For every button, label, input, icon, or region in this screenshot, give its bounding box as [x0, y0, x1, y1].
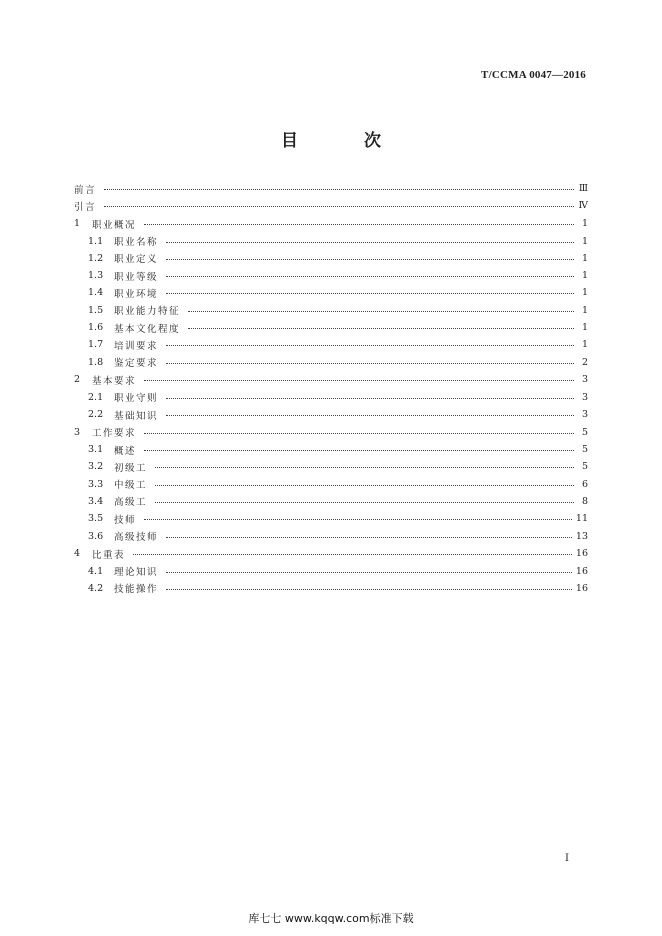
toc-entry-title: 技师 — [114, 514, 137, 526]
toc-entry-number: 3.4 — [88, 495, 104, 507]
toc-entry-number: 3 — [74, 426, 81, 438]
toc-dot-leader — [104, 206, 574, 207]
toc-entry-title: 比重表 — [92, 549, 126, 561]
toc-entry-page: 1 — [581, 252, 588, 264]
toc-entry-number: 4.2 — [88, 582, 104, 594]
toc-entry-number: 4.1 — [88, 565, 104, 577]
toc-entry-title: 鉴定要求 — [114, 358, 159, 370]
toc-entry-page: 3 — [581, 391, 588, 403]
page-title: 目 次 — [281, 131, 411, 151]
toc-entry-title: 基本要求 — [92, 375, 137, 387]
toc-dot-leader — [144, 433, 574, 434]
toc-entry[interactable] — [74, 284, 588, 301]
toc-dot-leader — [133, 554, 572, 555]
toc-entry-title: 职业能力特征 — [114, 306, 181, 318]
toc-entry[interactable] — [74, 441, 588, 458]
toc-entry-page: 1 — [581, 270, 588, 282]
toc-dot-leader — [166, 398, 574, 399]
toc-entry-page: 13 — [575, 530, 588, 542]
toc-entry-title: 职业名称 — [114, 237, 159, 249]
toc-entry[interactable] — [74, 406, 588, 423]
toc-entry[interactable] — [74, 476, 588, 493]
toc-entry-page: 5 — [581, 461, 588, 473]
toc-dot-leader — [166, 242, 574, 243]
toc-entry[interactable] — [74, 458, 588, 475]
toc-entry-number: 3.1 — [88, 444, 104, 456]
toc-entry-page: 2 — [581, 356, 588, 368]
toc-dot-leader — [166, 572, 572, 573]
toc-entry-page: 1 — [581, 235, 588, 247]
toc-entry-page: 16 — [575, 548, 588, 560]
toc-dot-leader — [104, 189, 574, 190]
toc-entry-number: 3.5 — [88, 513, 104, 525]
toc-dot-leader — [155, 485, 574, 486]
toc-entry-title: 前言 — [74, 184, 97, 196]
toc-entry[interactable] — [74, 197, 588, 214]
toc-entry-number: 1.1 — [88, 235, 104, 247]
toc-dot-leader — [144, 224, 574, 225]
toc-dot-leader — [166, 293, 574, 294]
toc-entry-title: 培训要求 — [114, 340, 159, 352]
toc-entry-title: 职业环境 — [114, 288, 159, 300]
toc-entry-title: 初级工 — [114, 462, 148, 474]
toc-entry-title: 高级工 — [114, 497, 148, 509]
toc-entry-number: 3.2 — [88, 461, 104, 473]
toc-dot-leader — [166, 363, 574, 364]
toc-entry-page: Ⅲ — [578, 183, 588, 195]
toc-entry-page: 1 — [581, 322, 588, 334]
toc-entry-page: 11 — [575, 513, 588, 525]
toc-entry-title: 基本文化程度 — [114, 323, 181, 335]
toc-dot-leader — [188, 328, 574, 329]
toc-dot-leader — [188, 311, 574, 312]
toc-dot-leader — [144, 380, 574, 381]
footer-page-number: I — [565, 853, 569, 864]
toc-dot-leader — [166, 537, 572, 538]
toc-entry[interactable] — [74, 250, 588, 267]
toc-entry[interactable] — [74, 371, 588, 389]
toc-entry-number: 1.4 — [88, 287, 104, 299]
toc-entry-title: 技能操作 — [114, 584, 159, 596]
toc-entry-number: 1.2 — [88, 252, 104, 264]
toc-entry-title: 工作要求 — [92, 428, 137, 440]
toc-dot-leader — [144, 450, 574, 451]
toc-entry[interactable] — [74, 302, 588, 319]
toc-entry[interactable] — [74, 180, 588, 197]
toc-entry[interactable] — [74, 423, 588, 441]
toc-dot-leader — [166, 415, 574, 416]
toc-entry-page: 6 — [581, 478, 588, 490]
toc-entry-number: 1.5 — [88, 304, 104, 316]
toc-entry-title: 职业定义 — [114, 254, 159, 266]
toc-entry[interactable] — [74, 580, 588, 597]
toc-entry-page: 3 — [581, 374, 588, 386]
toc-dot-leader — [166, 345, 574, 346]
toc-entry[interactable] — [74, 319, 588, 336]
toc-entry-number: 1.3 — [88, 270, 104, 282]
toc-dot-leader — [166, 276, 574, 277]
toc-entry-title: 引言 — [74, 201, 97, 213]
toc-entry-number: 1.6 — [88, 322, 104, 334]
toc-entry[interactable] — [74, 336, 588, 353]
toc-entry-page: 1 — [581, 304, 588, 316]
toc-entry-title: 职业守则 — [114, 393, 159, 405]
toc-entry-page: Ⅳ — [578, 200, 588, 212]
toc-dot-leader — [166, 259, 574, 260]
toc-entry-title: 中级工 — [114, 480, 148, 492]
toc-entry[interactable] — [74, 389, 588, 406]
toc-entry[interactable] — [74, 510, 588, 527]
toc-entry-page: 1 — [581, 339, 588, 351]
toc-entry-number: 2 — [74, 374, 81, 386]
toc-dot-leader — [155, 502, 574, 503]
toc-entry-page: 16 — [575, 582, 588, 594]
toc-dot-leader — [166, 589, 572, 590]
toc-entry[interactable] — [74, 353, 588, 370]
toc-entry-number: 1.8 — [88, 356, 104, 368]
watermark: 库七七 www.kqqw.com标准下载 — [248, 912, 414, 925]
toc-entry[interactable] — [74, 563, 588, 580]
toc-entry-page: 16 — [575, 565, 588, 577]
toc-dot-leader — [144, 519, 572, 520]
toc-entry-number: 3.6 — [88, 530, 104, 542]
toc-entry[interactable] — [74, 267, 588, 284]
toc-entry-page: 3 — [581, 409, 588, 420]
table-of-contents — [74, 180, 588, 597]
toc-entry-title: 职业等级 — [114, 271, 159, 283]
toc-entry-page: 5 — [581, 426, 588, 438]
toc-entry-number: 1.7 — [88, 339, 104, 351]
standard-code: T/CCMA 0047—2016 — [481, 69, 586, 81]
toc-entry-number: 3.3 — [88, 478, 104, 490]
toc-entry[interactable] — [74, 215, 588, 233]
toc-entry-number: 1 — [74, 218, 81, 230]
toc-entry-number: 4 — [74, 548, 81, 560]
toc-entry[interactable] — [74, 545, 588, 563]
toc-entry-title: 基础知识 — [114, 410, 159, 422]
toc-entry[interactable] — [74, 527, 588, 544]
toc-entry[interactable] — [74, 232, 588, 249]
toc-entry-title: 高级技师 — [114, 532, 159, 544]
toc-entry-number: 2.2 — [88, 409, 104, 420]
toc-entry-title: 职业概况 — [92, 219, 137, 231]
toc-entry-page: 1 — [581, 218, 588, 230]
toc-entry-page: 5 — [581, 444, 588, 456]
toc-entry-title: 理论知识 — [114, 567, 159, 579]
toc-entry-title: 概述 — [114, 445, 137, 457]
toc-entry-page: 1 — [581, 287, 588, 299]
toc-entry[interactable] — [74, 493, 588, 510]
toc-dot-leader — [155, 467, 574, 468]
toc-entry-page: 8 — [581, 495, 588, 507]
toc-entry-number: 2.1 — [88, 391, 104, 403]
